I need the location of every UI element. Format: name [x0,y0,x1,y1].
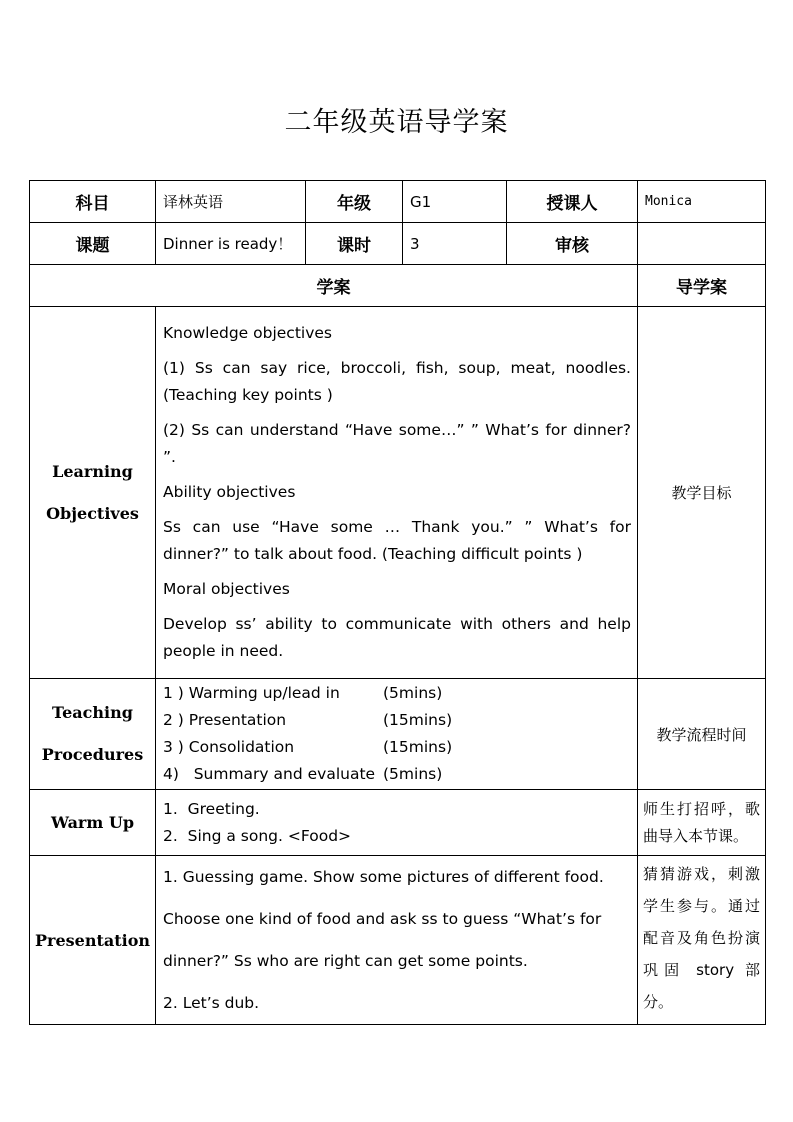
plan-column-header: 学案 [30,265,638,307]
review-value [638,223,766,265]
grade-label: 年级 [306,181,403,223]
objectives-content [156,307,638,679]
procedure-step: 2 ) Presentation [163,711,287,729]
period-value: 3 [403,223,507,265]
procedure-item [163,680,631,707]
lesson-plan-table [29,180,766,1025]
presentation-content [156,856,638,1025]
procedure-time: (5mins) [383,765,443,783]
warmup-row [30,790,766,856]
period-label: 课时 [306,223,403,265]
topic-value: Dinner is ready！ [156,223,306,265]
procedures-guide: 教学流程时间 [638,679,766,790]
objectives-line: Develop ss’ ability to communicate with others and help people in need. [163,615,631,660]
warmup-item: 1. Greeting. [163,799,260,818]
objectives-label-line1: Learning [52,461,133,481]
presentation-label: Presentation [30,856,156,1025]
subject-value: 译林英语 [156,181,306,223]
presentation-guide: 猜猜游戏，刺激学生参与。通过配音及角色扮演巩固 story 部分。 [638,856,766,1025]
procedure-time: (15mins) [383,711,453,729]
procedure-step: 4) Summary and evaluate [163,765,376,783]
presentation-line: dinner?” Ss who are right can get some points. [163,952,528,970]
teacher-value: Monica [638,181,766,223]
warmup-content [156,790,638,856]
info-row-1 [30,181,766,223]
objectives-line: Knowledge objectives [163,324,332,342]
warmup-label: Warm Up [30,790,156,856]
procedures-label [30,679,156,790]
presentation-row [30,856,766,1025]
teacher-label: 授课人 [507,181,638,223]
presentation-line: 1. Guessing game. Show some pictures of different food. [163,868,604,886]
objectives-guide: 教学目标 [638,307,766,679]
objectives-line: Moral objectives [163,580,290,598]
procedures-label-line1: Teaching [52,703,133,722]
procedure-item [163,734,631,761]
procedure-step: 1 ) Warming up/lead in [163,684,340,702]
presentation-line: 2. Let’s dub. [163,994,260,1012]
subject-label: 科目 [30,181,156,223]
info-row-2 [30,223,766,265]
procedure-step: 3 ) Consolidation [163,738,295,756]
objectives-line: Ss can use “Have some … Thank you.” ” What’s for dinner?” to talk about food. (Teaching difficult points ) [163,518,631,563]
column-header-row [30,265,766,307]
procedure-item [163,761,631,788]
procedure-time: (5mins) [383,684,443,702]
procedures-label-line2: Procedures [41,745,144,764]
review-label: 审核 [507,223,638,265]
grade-value: G1 [403,181,507,223]
presentation-line: Choose one kind of food and ask ss to guess “What’s for [163,910,602,928]
topic-label: 课题 [30,223,156,265]
page-title: 二年级英语导学案 [284,107,509,138]
objectives-label [30,307,156,679]
warmup-guide: 师生打招呼，歌曲导入本节课。 [638,790,766,856]
objectives-line: (1) Ss can say rice, broccoli, fish, soup, meat, noodles. (Teaching key points ) [163,359,631,404]
objectives-line: (2) Ss can understand “Have some…” ” What’s for dinner? ”. [163,421,631,466]
objectives-label-line2: Objectives [46,503,139,523]
guide-column-header: 导学案 [638,265,766,307]
procedure-item [163,707,631,734]
procedures-content [156,679,638,790]
objectives-line: Ability objectives [163,483,296,501]
objectives-row [30,307,766,679]
procedure-time: (15mins) [383,738,453,756]
warmup-item: 2. Sing a song. <Food> [163,826,352,845]
procedures-row [30,679,766,790]
